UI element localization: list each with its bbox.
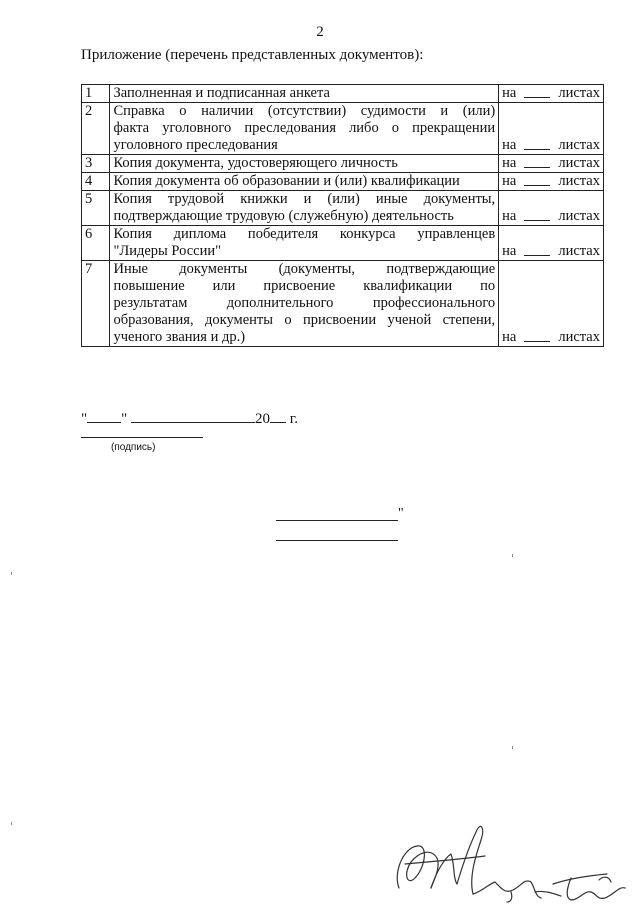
row-text bbox=[110, 261, 499, 347]
table-row bbox=[82, 261, 604, 347]
year-suffix: г. bbox=[289, 411, 298, 427]
mark-quote: " bbox=[398, 506, 404, 521]
blank-field[interactable] bbox=[524, 85, 550, 98]
scan-speck bbox=[512, 746, 513, 749]
pages-cell bbox=[499, 85, 604, 103]
row-number: 7 bbox=[82, 261, 110, 347]
sheets-label: листах bbox=[558, 173, 600, 189]
table-row bbox=[82, 173, 604, 191]
sheets-label: листах bbox=[558, 329, 600, 345]
sheets-label: листах bbox=[558, 243, 600, 259]
blank-field[interactable] bbox=[524, 208, 550, 221]
row-text: Заполненная и подписанная анкета bbox=[110, 85, 499, 103]
text-line: "Лидеры России" bbox=[113, 243, 222, 259]
text-line: повышение или присвоение квалификации по bbox=[113, 278, 496, 294]
scan-speck bbox=[11, 822, 12, 825]
blank-field[interactable] bbox=[524, 155, 550, 168]
na-label: на bbox=[502, 155, 517, 171]
row-number: 4 bbox=[82, 173, 110, 191]
text-line: Копия диплома победителя конкурса управленцев bbox=[113, 226, 496, 242]
na-label: на bbox=[502, 243, 517, 259]
na-label: на bbox=[502, 85, 517, 101]
text-line: факта уголовного преследования либо о прекращении bbox=[113, 120, 496, 136]
date-line bbox=[81, 409, 298, 428]
pages-cell bbox=[499, 226, 604, 261]
signature-line[interactable] bbox=[81, 437, 203, 438]
row-number: 6 bbox=[82, 226, 110, 261]
text-line: уголовного преследования bbox=[113, 137, 278, 153]
sheets-label: листах bbox=[558, 155, 600, 171]
table-row bbox=[82, 226, 604, 261]
pages-cell bbox=[499, 191, 604, 226]
row-number: 5 bbox=[82, 191, 110, 226]
pages-cell bbox=[499, 103, 604, 155]
blank-field[interactable] bbox=[524, 243, 550, 256]
row-number: 3 bbox=[82, 155, 110, 173]
text-line: Иные документы (документы, подтверждающие bbox=[113, 261, 496, 277]
table-row bbox=[82, 191, 604, 226]
table-row bbox=[82, 103, 604, 155]
year-field[interactable] bbox=[270, 409, 286, 423]
sheets-label: листах bbox=[558, 208, 600, 224]
row-text: Копия документа об образовании и (или) квалификации bbox=[110, 173, 499, 191]
row-number: 1 bbox=[82, 85, 110, 103]
text-line: результатам дополнительного профессионального bbox=[113, 295, 496, 311]
scan-speck bbox=[11, 572, 12, 575]
na-label: на bbox=[502, 137, 517, 153]
row-text bbox=[110, 103, 499, 155]
text-line: подтверждающие трудовую (служебную) деятельность bbox=[113, 208, 454, 224]
na-label: на bbox=[502, 329, 517, 345]
signature-caption: (подпись) bbox=[111, 442, 156, 453]
text-line: Копия трудовой книжки и (или) иные документы, bbox=[113, 191, 496, 207]
sheets-label: листах bbox=[558, 85, 600, 101]
month-field[interactable] bbox=[131, 409, 255, 423]
row-text bbox=[110, 226, 499, 261]
text-line: Справка о наличии (отсутствии) судимости и (или) bbox=[113, 103, 496, 119]
blank-field[interactable] bbox=[524, 137, 550, 150]
text-line: ученого звания и др.) bbox=[113, 329, 246, 345]
page-number: 2 bbox=[316, 24, 324, 40]
day-field[interactable] bbox=[87, 409, 121, 423]
row-number: 2 bbox=[82, 103, 110, 155]
mark-line bbox=[276, 540, 398, 541]
open-quote: " bbox=[81, 411, 88, 427]
row-text bbox=[110, 191, 499, 226]
na-label: на bbox=[502, 173, 517, 189]
documents-table bbox=[81, 84, 604, 347]
pages-cell bbox=[499, 155, 604, 173]
pages-cell bbox=[499, 173, 604, 191]
text-line: образования, документы о присвоении ученой степени, bbox=[113, 312, 496, 328]
blank-field[interactable] bbox=[524, 329, 550, 342]
scan-speck bbox=[512, 554, 513, 557]
close-quote: " bbox=[121, 411, 128, 427]
na-label: на bbox=[502, 208, 517, 224]
year-prefix: 20 bbox=[255, 411, 270, 427]
table-row bbox=[82, 85, 604, 103]
row-text: Копия документа, удостоверяющего личность bbox=[110, 155, 499, 173]
handwritten-signatures bbox=[385, 818, 635, 903]
sheets-label: листах bbox=[558, 137, 600, 153]
mark-line bbox=[276, 520, 398, 521]
blank-field[interactable] bbox=[524, 173, 550, 186]
appendix-intro: Приложение (перечень представленных документов): bbox=[81, 47, 424, 63]
pages-cell bbox=[499, 261, 604, 347]
table-row bbox=[82, 155, 604, 173]
